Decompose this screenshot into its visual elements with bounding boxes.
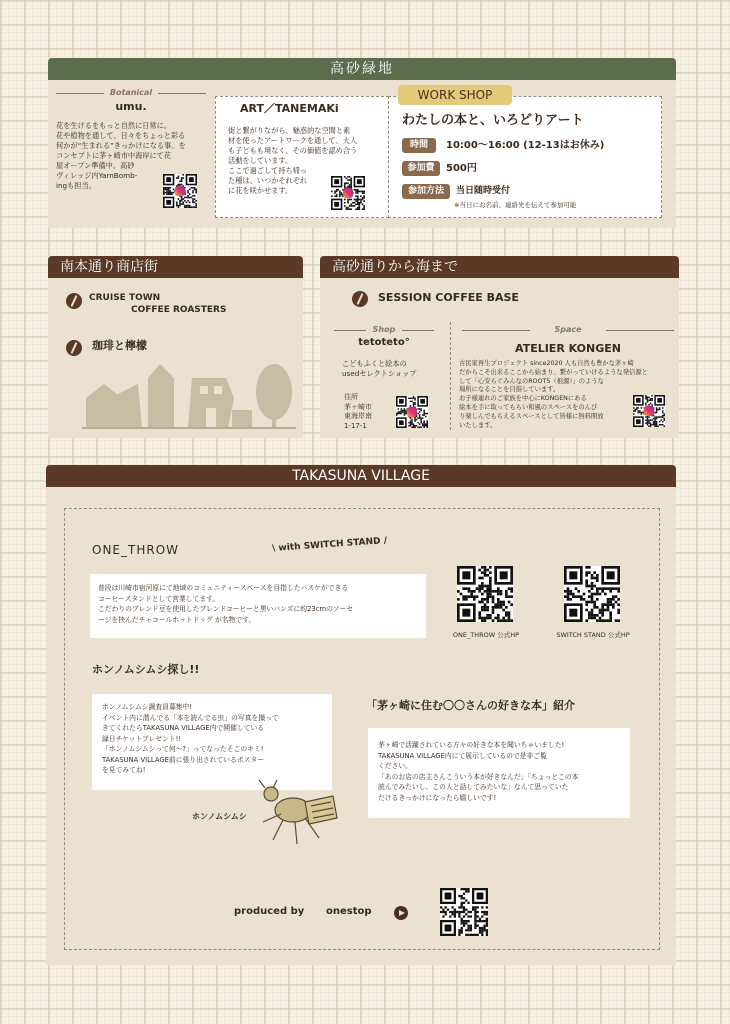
umu-category: Botanical — [56, 88, 206, 97]
coffee-bean-icon — [352, 291, 368, 307]
umu-qr-code[interactable] — [163, 174, 197, 208]
books-title: 「茅ヶ崎に住む〇〇さんの好きな本」紹介 — [366, 699, 575, 712]
space-desc: 古民家再生プロジェクト since2020 人も自然も豊かな茅ヶ崎 だからこそ出来るここから始まり、繋がっていけるような発信源と して「心安らぐみんなのROOTS（根源）」のような 場所になることを目指しています。 お子様連れのご家族を中心にKONGENにある 絵本を手に取ってもらい和風のスペースをのんび り楽しんでもらえるスペースとして皆様に無料開放 いたします。 — [459, 360, 648, 429]
switch-stand-qr-label: SWITCH STAND 公式HP — [556, 631, 630, 639]
space-category: Space — [462, 325, 674, 334]
books-desc: 茅ヶ崎で活躍されている方々の好きな本を聞いちゃいました! TAKASUNA VILLAGE内にて展示しているので是非ご覧 ください。 「あのお店の店主さんこういう本が好きなんだ」「ちょっとこの本 読んでみたいし、この人と話してみたいな」なんて思っていた だけるきっかけになったら嬉しいです! — [378, 741, 579, 802]
workshop-time-value: 10:00〜16:00 (12-13はお休み) — [446, 140, 605, 151]
produced-by: produced by — [234, 906, 305, 917]
one-throw-desc: 普段は川崎市宿河原にて地域のコミュニティースペースを目指したバスケができる コーヒースタンドとして営業してます。 こだわりのブレンド豆を使用したブレンドコーヒーと黒いバンズに約23cmのソーセ ージを挟んだチャコールホットドッグ が名物です。 — [98, 584, 353, 624]
section-header-minami: 南本通り商店街 — [48, 256, 303, 278]
bug-label: ホンノムシムシ — [192, 812, 247, 821]
workshop-note: ※当日にお名前、連絡先を伝えて参加可能 — [454, 201, 577, 209]
shop-category: Shop — [334, 325, 434, 334]
shop-address: 住所 茅ヶ崎市 東海岸南 1-17-1 — [344, 393, 372, 430]
minami-shop1-line1: CRUISE TOWN — [89, 293, 161, 303]
switch-stand-qr-code[interactable] — [564, 566, 620, 622]
session-coffee-base: SESSION COFFEE BASE — [378, 291, 519, 304]
section-header-takasago: 高砂通りから海まで — [320, 256, 679, 278]
one-throw-title: ONE_THROW — [92, 543, 180, 557]
space-name: ATELIER KONGEN — [515, 342, 621, 355]
onestop-name: onestop — [326, 906, 372, 917]
coffee-bean-icon — [66, 293, 82, 309]
workshop-fee-label: 参加費 — [402, 161, 440, 176]
workshop-fee-value: 500円 — [446, 163, 477, 174]
onestop-qr-code[interactable] — [440, 888, 488, 936]
instagram-icon — [644, 406, 654, 416]
section-header-green: 高砂緑地 — [48, 58, 676, 80]
workshop-badge: WORK SHOP — [398, 85, 512, 105]
one-throw-qr-code[interactable] — [457, 566, 513, 622]
one-throw-qr-label: ONE_THROW 公式HP — [452, 631, 520, 639]
workshop-title: わたしの本と、いろどりアート — [402, 113, 584, 128]
minami-shop1-line2: COFFEE ROASTERS — [131, 305, 227, 315]
kongen-qr-code[interactable] — [633, 395, 665, 427]
umu-name: umu. — [115, 100, 147, 113]
with-switch-stand: \ with SWITCH STAND / — [271, 535, 388, 555]
umu-desc: 花を生けるをもっと自然に日常に。 花や植物を通して、日々をちょっと彩る 何かが“生まれる”きっかけになる事。を コンセプトに茅ヶ崎市中海岸にて花 屋オープン準備中。高砂 ヴィレッジ内YarnBomb- ingも担当。 — [56, 121, 186, 190]
shop-desc: こどもふくと絵本の usedセレクトショップ — [342, 359, 417, 378]
instagram-icon — [407, 407, 417, 417]
art-desc: 街と繋がりながら、魅惑的な空間と素 材を使ったアートワークを通して、大人 も子どもも境なく、その価値を認め合う 活動をしています。 ここで過ごして持ち帰っ た種は、いつかそれぞれ に花を咲かせます。 — [228, 126, 358, 195]
play-icon[interactable] — [394, 906, 408, 920]
divider — [450, 322, 451, 430]
art-name: ART／TANEMAKi — [240, 102, 339, 115]
shop-name: tetoteto° — [358, 337, 410, 348]
workshop-method-label: 参加方法 — [402, 184, 450, 199]
bug-illustration — [255, 778, 350, 848]
workshop-time-label: 時間 — [402, 138, 436, 153]
coffee-bean-icon — [66, 340, 82, 356]
workshop-method-value: 当日随時受付 — [456, 186, 511, 196]
tetoteto-qr-code[interactable] — [396, 396, 428, 428]
hunt-desc: ホンノムシムシ調査員募集中! イベント内に潜んでる「本を読んでる虫」の写真を撮って きてくれたらTAKASUNA VILLAGE内で開催している 縁日チケットプレゼント!! 「ホンノムシムシって何〜?」ってなったそこのキミ! TAKASUNA VILLAGE前に張り出されているポスター を見てみてね! — [102, 703, 279, 774]
art-qr-code[interactable] — [331, 176, 365, 210]
section-header-village: TAKASUNA VILLAGE — [46, 465, 676, 487]
town-illustration — [82, 362, 296, 430]
instagram-icon — [343, 188, 353, 198]
instagram-icon — [175, 186, 185, 196]
minami-shop2: 珈琲と檸檬 — [92, 339, 147, 352]
hunt-title: ホンノムシムシ探し!! — [92, 663, 200, 676]
